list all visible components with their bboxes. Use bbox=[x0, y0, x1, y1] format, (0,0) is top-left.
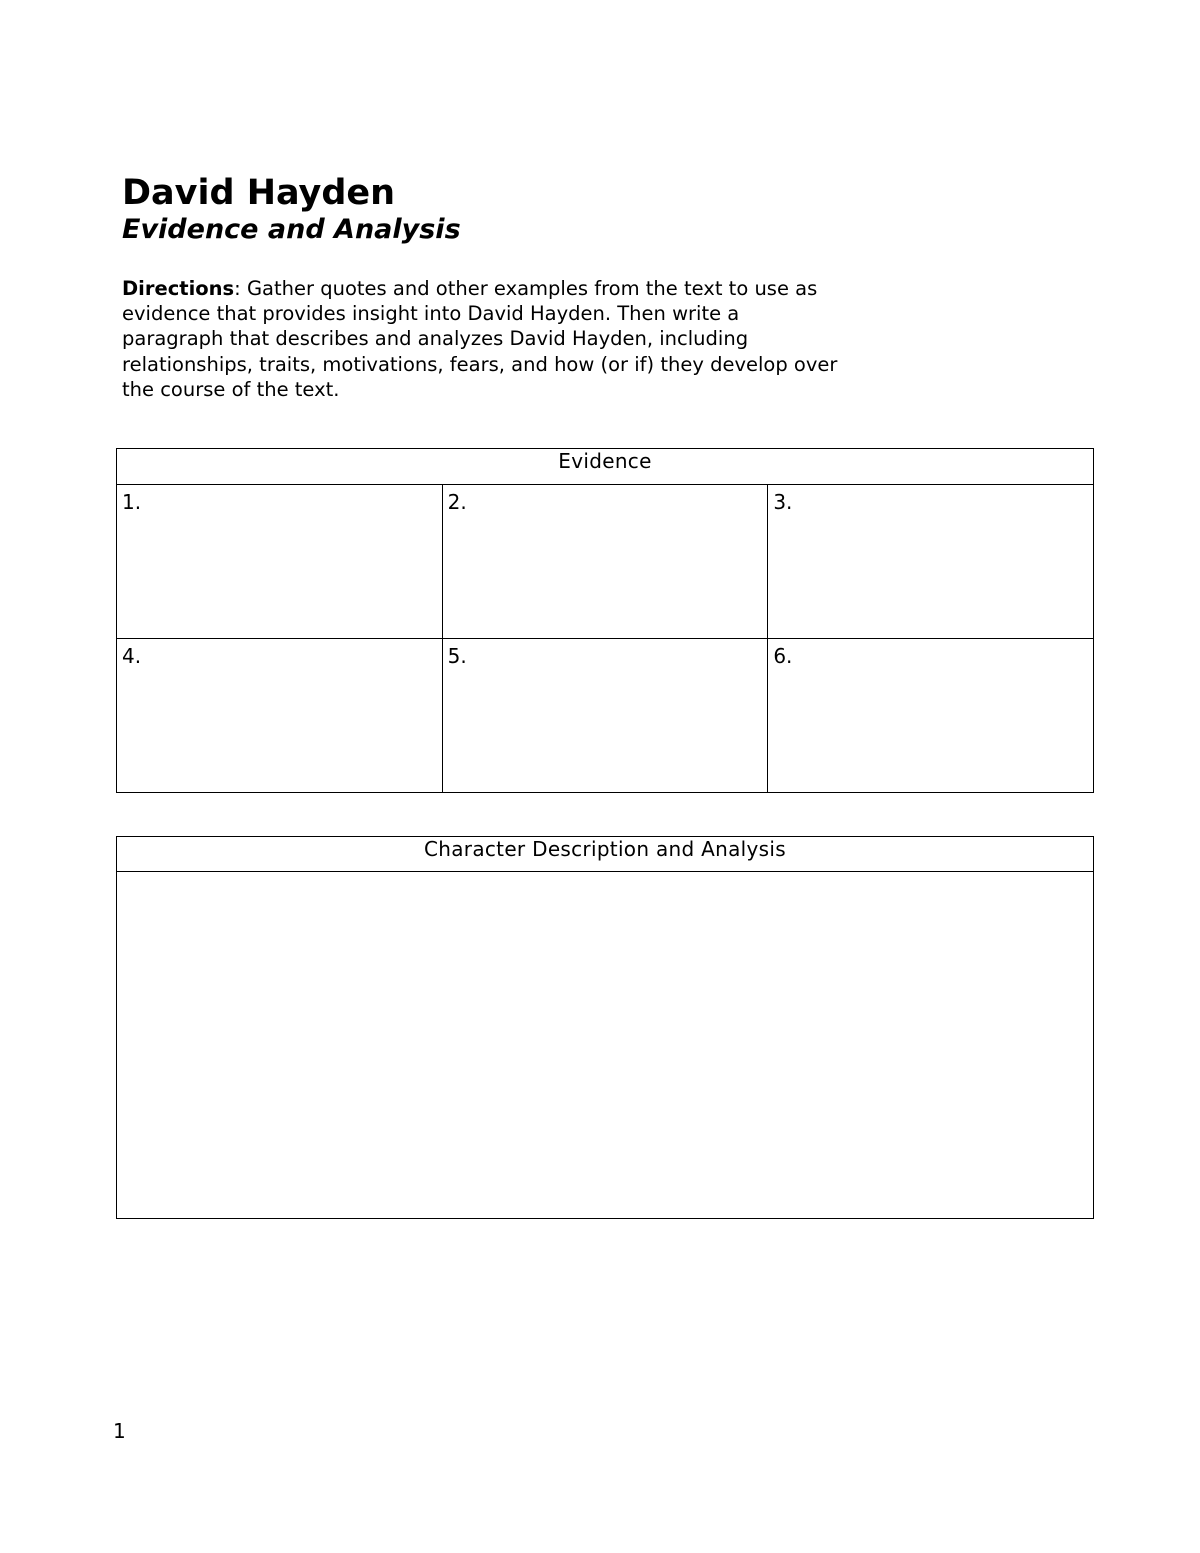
evidence-cell-3[interactable] bbox=[768, 485, 1094, 639]
evidence-table bbox=[116, 448, 1094, 793]
directions-line-1 bbox=[122, 276, 922, 301]
evidence-header: Evidence bbox=[117, 449, 1094, 485]
directions-label: Directions bbox=[122, 277, 235, 300]
analysis-writing-area[interactable] bbox=[117, 872, 1094, 1219]
evidence-cell-number: 1. bbox=[122, 490, 142, 514]
evidence-cell-number: 5. bbox=[447, 644, 467, 668]
document-subtitle: Evidence and Analysis bbox=[122, 214, 461, 245]
directions-line-1-text: : Gather quotes and other examples from the text to use as bbox=[234, 277, 818, 300]
directions-line-4: relationships, traits, motivations, fears, and how (or if) they develop over bbox=[122, 352, 838, 376]
evidence-cell-6[interactable] bbox=[768, 639, 1094, 793]
directions-line-5: the course of the text. bbox=[122, 377, 340, 401]
evidence-cell-number: 3. bbox=[773, 490, 793, 514]
page-number: 1 bbox=[113, 1419, 126, 1443]
directions-line-2: evidence that provides insight into David Hayden. Then write a bbox=[122, 302, 740, 326]
evidence-cell-4[interactable] bbox=[117, 639, 443, 793]
evidence-cell-2[interactable] bbox=[442, 485, 768, 639]
evidence-cell-number: 6. bbox=[773, 644, 793, 668]
evidence-cell-number: 2. bbox=[447, 490, 467, 514]
evidence-cell-1[interactable] bbox=[117, 485, 443, 639]
evidence-cell-5[interactable] bbox=[442, 639, 768, 793]
directions-paragraph bbox=[122, 276, 922, 402]
evidence-cell-number: 4. bbox=[122, 644, 142, 668]
analysis-header: Character Description and Analysis bbox=[117, 837, 1094, 872]
document-title: David Hayden bbox=[122, 173, 396, 213]
analysis-table bbox=[116, 836, 1094, 1219]
directions-line-3: paragraph that describes and analyzes David Hayden, including bbox=[122, 327, 749, 351]
